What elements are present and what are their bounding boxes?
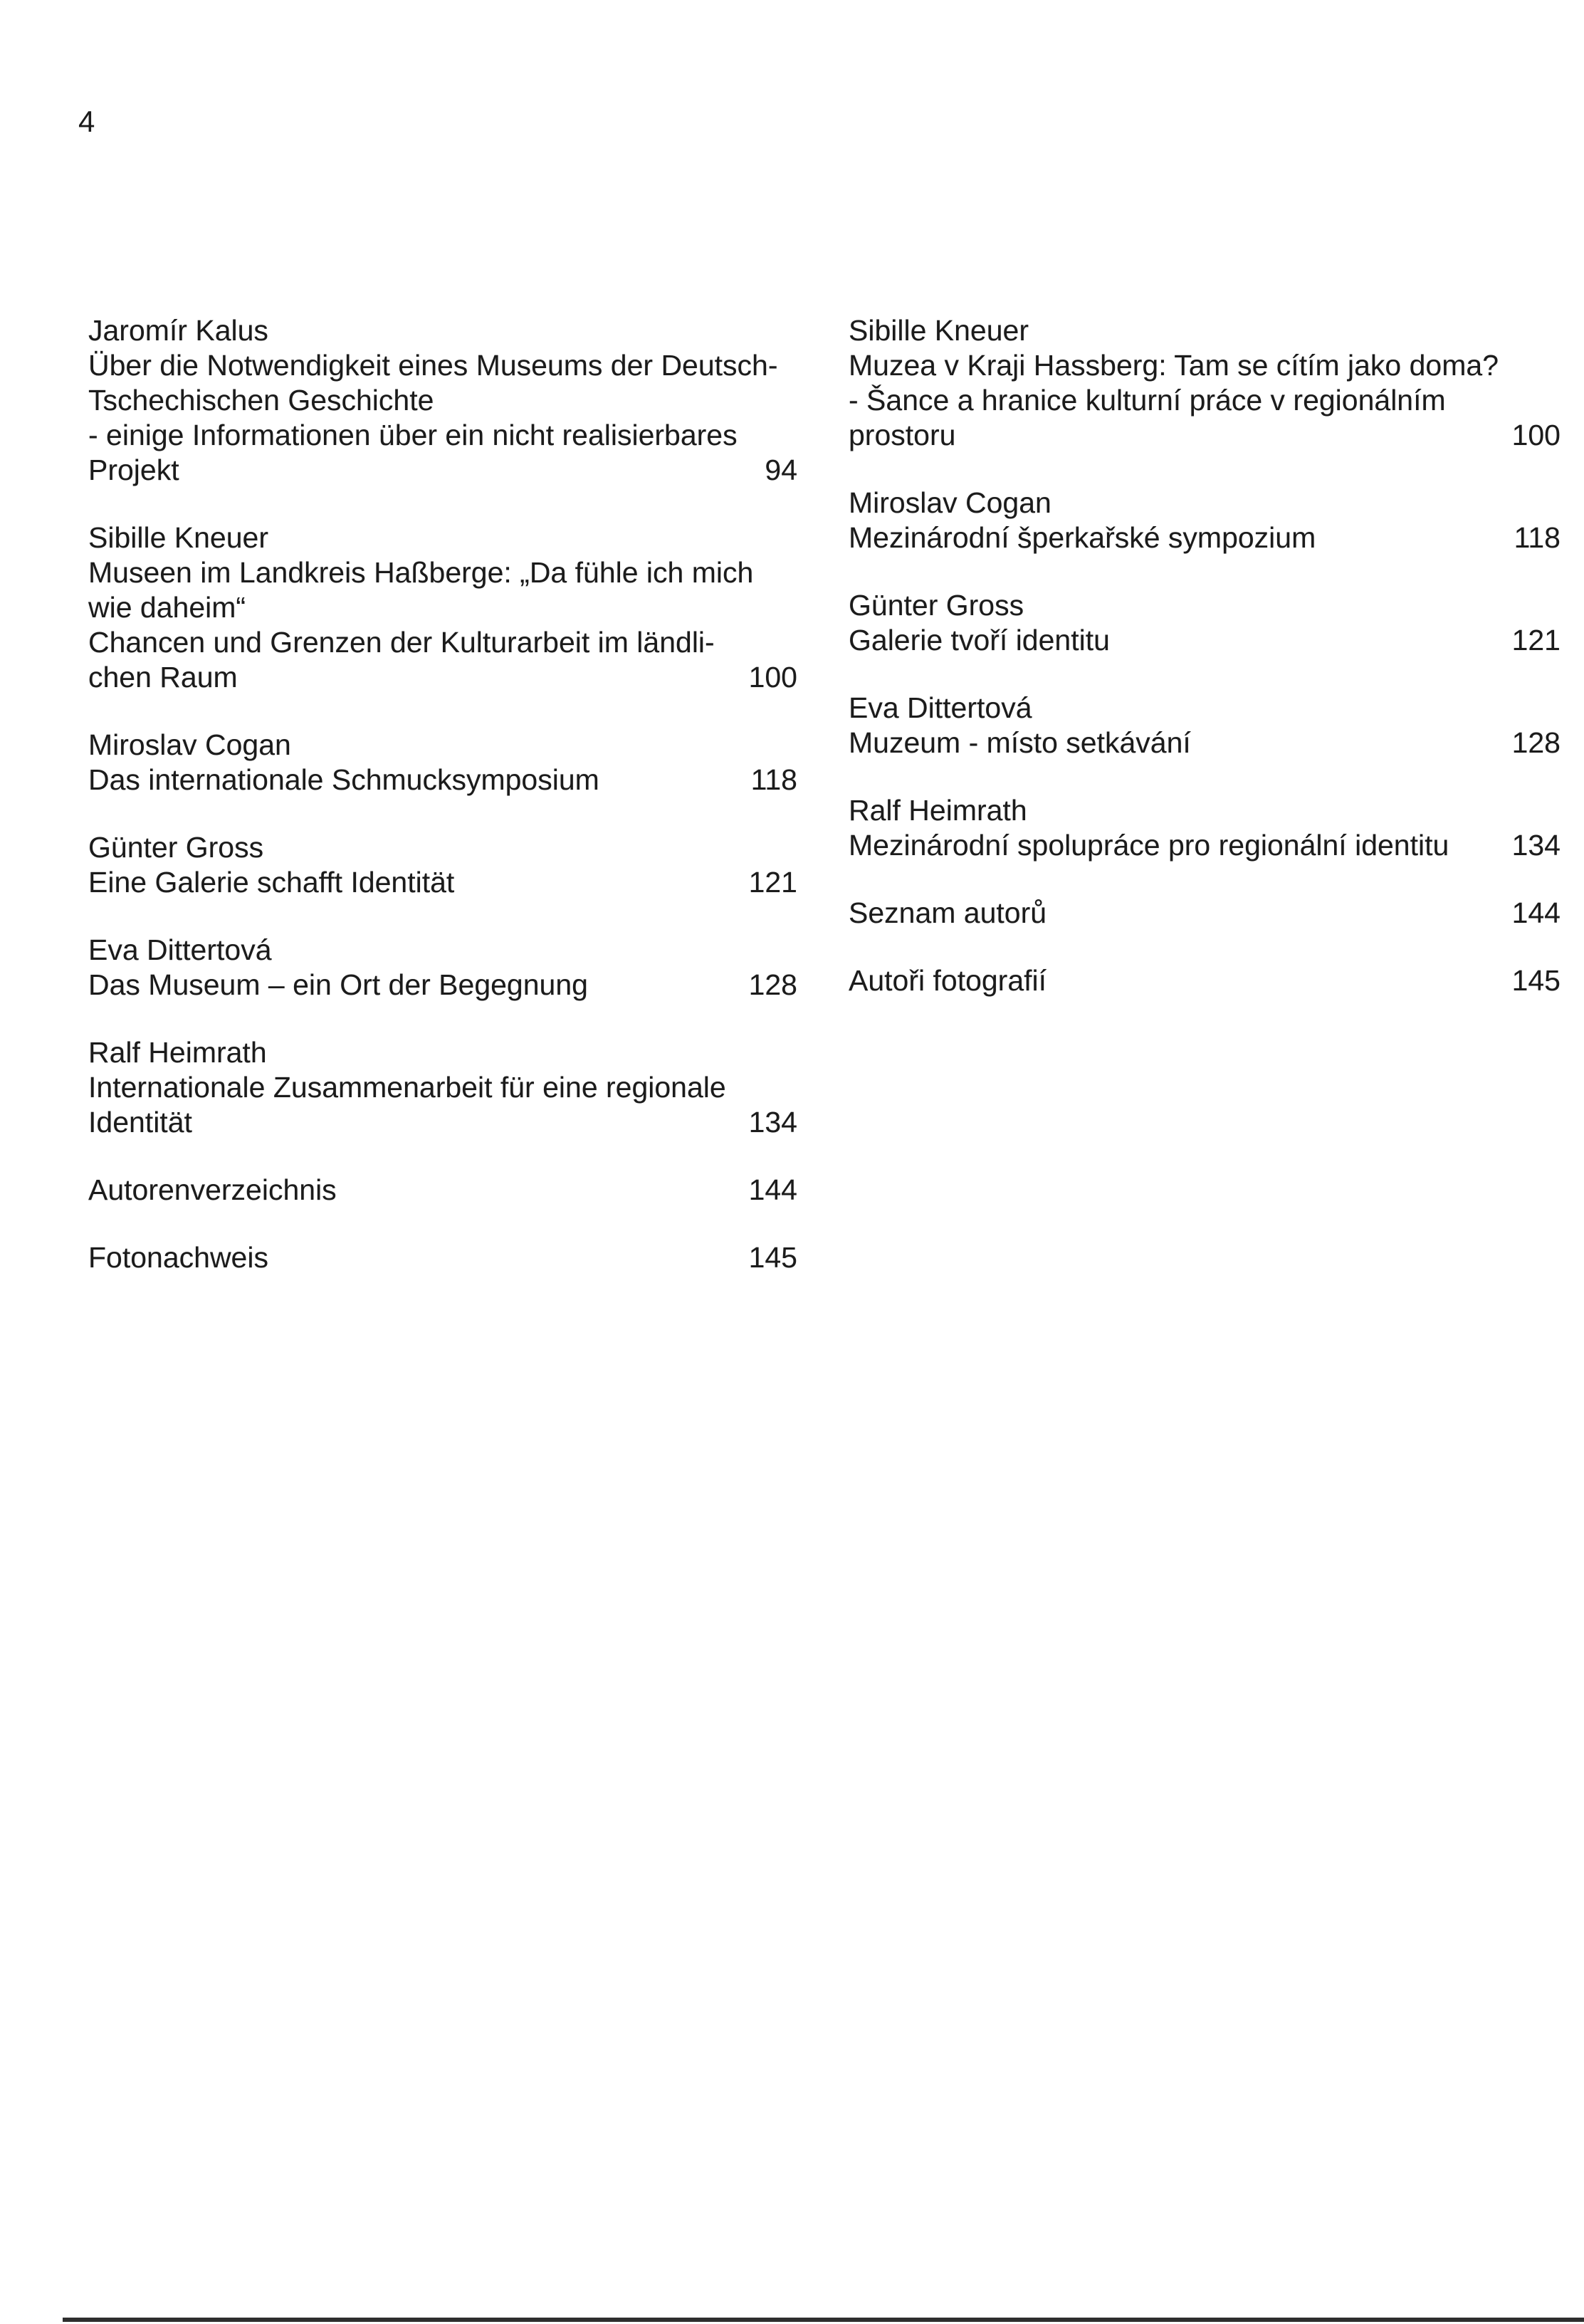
- toc-line-text: wie daheim“: [88, 591, 246, 624]
- toc-entry-title-line: [849, 418, 1561, 453]
- toc-line-text: Mezinárodní spolupráce pro regionální identitu: [849, 829, 1449, 862]
- toc-entry-title-line: [849, 623, 1561, 658]
- toc-entry-title-line: [849, 520, 1561, 555]
- toc-entry-author-line: [88, 313, 797, 348]
- toc-page-number: 128: [748, 968, 797, 1001]
- toc-entry: [849, 963, 1561, 998]
- toc-entry: [88, 728, 797, 797]
- toc-page-number: 121: [748, 866, 797, 899]
- toc-entry: [849, 896, 1561, 931]
- toc-entry-title-line: [849, 828, 1561, 863]
- toc-entry: [849, 588, 1561, 658]
- toc-line-text: Das internationale Schmucksymposium: [88, 763, 599, 796]
- toc-entry: [88, 830, 797, 900]
- toc-page-number: 118: [1514, 521, 1561, 554]
- toc-line-text: Chancen und Grenzen der Kulturarbeit im ländli-: [88, 626, 715, 659]
- toc-entry-title-line: [88, 418, 797, 453]
- toc-line-text: Galerie tvoří identitu: [849, 624, 1110, 656]
- toc-entry-title-line: [849, 726, 1561, 760]
- toc-page-number: 118: [750, 763, 797, 796]
- toc-entry-title-line: [88, 968, 797, 1003]
- toc-line-text: Mezinárodní šperkařské sympozium: [849, 521, 1316, 554]
- toc-line-text: Tschechischen Geschichte: [88, 384, 434, 417]
- toc-line-text: Über die Notwendigkeit eines Museums der Deutsch-: [88, 349, 778, 382]
- toc-line-text: Seznam autorů: [849, 896, 1047, 929]
- toc-line-text: Internationale Zusammenarbeit für eine regionale: [88, 1071, 726, 1104]
- toc-line-text: - einige Informationen über ein nicht realisierbares: [88, 419, 738, 451]
- toc-entry-author-line: [88, 1240, 797, 1275]
- toc-column-right: [849, 313, 1561, 1308]
- toc-entry-author-line: [849, 588, 1561, 623]
- toc-entry: [849, 313, 1561, 453]
- toc-column-left: [88, 313, 797, 1308]
- toc-line-text: Eva Dittertová: [88, 933, 272, 966]
- toc-entry: [849, 793, 1561, 863]
- toc-entry-author-line: [849, 313, 1561, 348]
- toc-page-number: 128: [1511, 726, 1561, 759]
- toc-line-text: Museen im Landkreis Haßberge: „Da fühle ich mich: [88, 556, 754, 589]
- toc-line-text: Das Museum – ein Ort der Begegnung: [88, 968, 588, 1001]
- toc-page-number: 94: [765, 454, 797, 486]
- toc-line-text: Muzeum - místo setkávání: [849, 726, 1191, 759]
- toc-columns: [88, 313, 1561, 1308]
- toc-line-text: Eine Galerie schafft Identität: [88, 866, 455, 899]
- toc-entry-author-line: [88, 830, 797, 865]
- toc-line-text: Muzea v Kraji Hassberg: Tam se cítím jako doma?: [849, 349, 1499, 382]
- toc-entry-title-line: [88, 383, 797, 418]
- toc-page-number: 134: [1511, 829, 1561, 862]
- toc-line-text: Jaromír Kalus: [88, 314, 268, 347]
- page-number: 4: [78, 105, 95, 138]
- toc-entry-author-line: [849, 963, 1561, 998]
- toc-entry-title-line: [88, 555, 797, 590]
- toc-page-number: 145: [1511, 964, 1561, 997]
- toc-entry-title-line: [849, 348, 1561, 383]
- toc-page-number: 100: [748, 661, 797, 693]
- toc-line-text: prostoru: [849, 419, 956, 451]
- toc-entry-author-line: [88, 1173, 797, 1208]
- toc-line-text: Autorenverzeichnis: [88, 1173, 337, 1206]
- toc-line-text: Autoři fotografií: [849, 964, 1047, 997]
- toc-line-text: - Šance a hranice kulturní práce v regionálním: [849, 384, 1446, 417]
- toc-entry: [88, 933, 797, 1003]
- scan-edge-artifact: [63, 2318, 1584, 2322]
- toc-line-text: Sibille Kneuer: [849, 314, 1029, 347]
- toc-entry-author-line: [849, 896, 1561, 931]
- toc-page-number: 121: [1511, 624, 1561, 656]
- toc-line-text: Fotonachweis: [88, 1241, 268, 1274]
- toc-page-number: 144: [748, 1173, 797, 1206]
- toc-entry-title-line: [88, 1105, 797, 1140]
- toc-entry-author-line: [88, 520, 797, 555]
- toc-entry-author-line: [88, 728, 797, 763]
- toc-entry-title-line: [88, 625, 797, 660]
- toc-entry-title-line: [88, 1070, 797, 1105]
- toc-entry: [849, 486, 1561, 555]
- toc-entry: [849, 691, 1561, 760]
- toc-entry-author-line: [849, 793, 1561, 828]
- toc-entry: [88, 1240, 797, 1275]
- toc-line-text: Eva Dittertová: [849, 691, 1032, 724]
- toc-entry-author-line: [88, 1035, 797, 1070]
- toc-line-text: Günter Gross: [849, 589, 1024, 622]
- toc-entry: [88, 313, 797, 488]
- toc-page-number: 100: [1511, 419, 1561, 451]
- toc-entry-author-line: [88, 933, 797, 968]
- toc-page-number: 134: [748, 1106, 797, 1139]
- toc-entry: [88, 520, 797, 695]
- toc-line-text: Miroslav Cogan: [88, 728, 291, 761]
- toc-entry-title-line: [88, 453, 797, 488]
- toc-entry-author-line: [849, 486, 1561, 520]
- toc-line-text: Günter Gross: [88, 831, 264, 864]
- toc-entry-title-line: [88, 590, 797, 625]
- toc-entry: [88, 1173, 797, 1208]
- toc-line-text: Miroslav Cogan: [849, 486, 1051, 519]
- toc-page-number: 144: [1511, 896, 1561, 929]
- toc-page-number: 145: [748, 1241, 797, 1274]
- toc-line-text: Sibille Kneuer: [88, 521, 268, 554]
- toc-line-text: Ralf Heimrath: [88, 1036, 267, 1069]
- toc-entry-title-line: [88, 763, 797, 797]
- toc-line-text: Identität: [88, 1106, 192, 1139]
- toc-entry-author-line: [849, 691, 1561, 726]
- toc-line-text: chen Raum: [88, 661, 238, 693]
- toc-entry-title-line: [849, 383, 1561, 418]
- toc-line-text: Ralf Heimrath: [849, 794, 1027, 827]
- toc-line-text: Projekt: [88, 454, 179, 486]
- toc-entry-title-line: [88, 865, 797, 900]
- toc-entry: [88, 1035, 797, 1140]
- toc-entry-title-line: [88, 348, 797, 383]
- toc-entry-title-line: [88, 660, 797, 695]
